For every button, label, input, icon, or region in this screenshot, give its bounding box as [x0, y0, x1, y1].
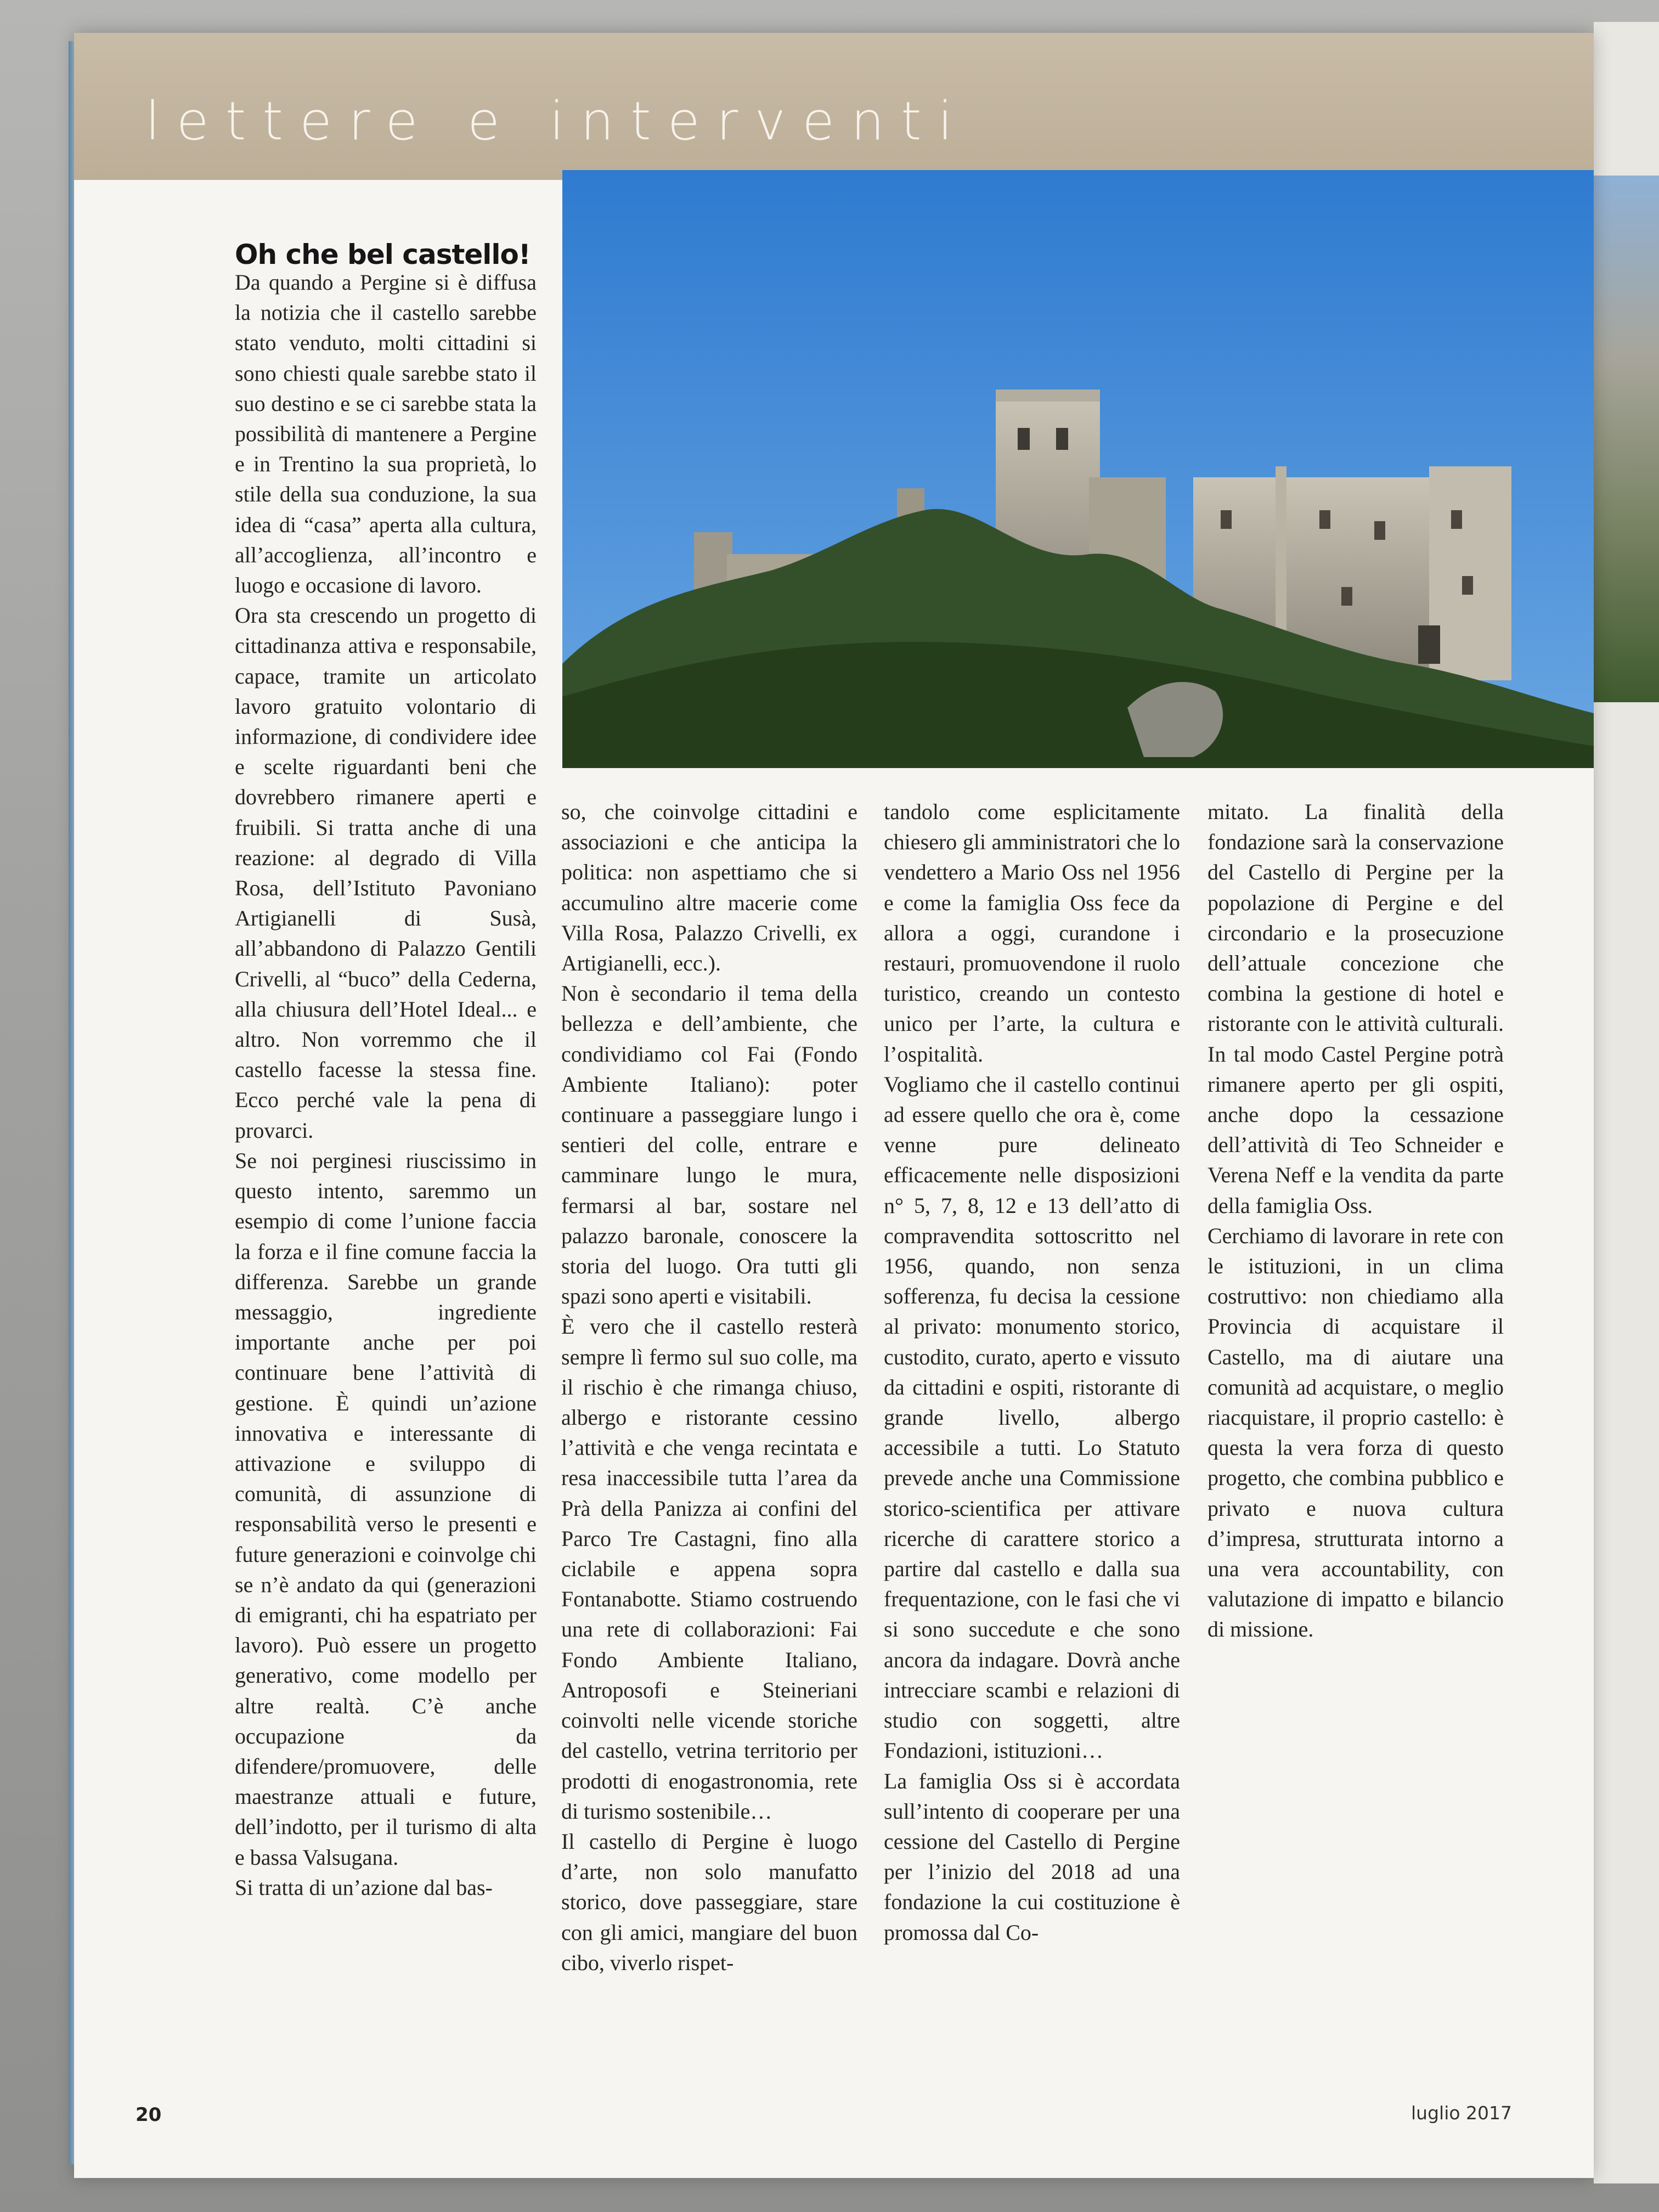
paragraph: mitato. La finalità della fondazione sarà la conservazione del Castello di Pergine per la popolazione di Pergine e del circondario e la prosecuzione dell’attuale concezione che combina la gestione di hotel e ristorante con le attività culturali. In tal modo Castel Pergine potrà rimanere aperto per gli ospiti, anche dopo la cessazione dell’attività di Teo Schneider e Verena Neff e la vendita da parte della famiglia Oss. — [1207, 799, 1504, 1218]
paragraph: Ora sta crescendo un progetto di cittadinanza attiva e responsabile, capace, tramite un articolato lavoro gratuito volontario di informazione, di condividere idee e scelte riguardanti beni che dovrebbero rimanere aperti e fruibili. Si tratta anche di una reazione: al degrado di Villa Rosa, dell’Istituto Pavoniano Artigianelli di Susà, all’abbandono di Palazzo Gentili Crivelli, al “buco” della Cederna, alla chiusura dell’Hotel Ideal... e altro. Non vorremmo che il castello facesse la stessa fine. Ecco perché vale la pena di provarci. — [235, 603, 537, 1143]
paragraph: Si tratta di un’azione dal bas- — [235, 1875, 493, 1900]
page-number: 20 — [136, 2104, 162, 2126]
paragraph: Vogliamo che il castello continui ad essere quello che ora è, come venne pure delineato efficacemente nelle disposizioni n° 5, 7, 8, 12 e 13 dell’atto di compravendita sottoscritto nel 1956, quando, non senza sofferenza, fu decisa la cessione al privato: monumento storico, custodito, curato, aperto e vissuto da cittadini e ospiti, ristorante di grande livello, albergo accessibile a tutti. Lo Statuto prevede anche una Commissione storico-scientifica per attivare ricerche di carattere storico a partire dal castello e dalla sua frequentazione, con le fasi che vi si sono succedute e che sono ancora da indagare. Dovrà anche intrecciare scambi e relazioni di studio con soggetti, altre Fondazioni, istituzioni… — [884, 1071, 1180, 1763]
paragraph: Il castello di Pergine è luogo d’arte, non solo manufatto storico, dove passeggiare, stare con gli amici, mangiare del buon cibo, viverlo rispet- — [561, 1829, 857, 1975]
article-column-4 — [1207, 797, 1504, 1645]
paragraph: Cerchiamo di lavorare in rete con le istituzioni, in un clima costruttivo: non chiediamo alla Provincia di acquistare il Castello, ma di aiutare una comunità ad acquistare, o meglio riacquistare, il proprio castello: è questa la vera forza di questo progetto, che combina pubblico e privato e nuova cultura d’impresa, strutturata intorno a una vera accountability, con valutazione di impatto e bilancio di missione. — [1207, 1223, 1504, 1642]
paragraph: La famiglia Oss si è accordata sull’intento di cooperare per una cessione del Castello di Pergine per l’inizio del 2018 ad una fondazione la cui costituzione è promossa dal Co- — [884, 1768, 1180, 1945]
article-title: Oh che bel castello! — [235, 239, 531, 270]
paragraph: so, che coinvolge cittadini e associazioni e che anticipa la politica: non aspettiamo che si accumulino altre macerie come Villa Rosa, Palazzo Crivelli, ex Artigianelli, ecc.). — [561, 799, 857, 976]
next-page-photo-edge — [1594, 176, 1659, 702]
magazine-page — [74, 33, 1594, 2178]
article-column-1 — [235, 267, 537, 1903]
paragraph: Da quando a Pergine si è diffusa la notizia che il castello sarebbe stato venduto, molti cittadini si sono chiesti quale sarebbe stato il suo destino e se ci sarebbe stata la possibilità di mantenere a Pergine e in Trentino la sua proprietà, lo stile della sua conduzione, la sua idea di “casa” aperta alla cultura, all’accoglienza, all’incontro e luogo e occasione di lavoro. — [235, 270, 537, 598]
castle-photo — [562, 170, 1594, 768]
paragraph: È vero che il castello resterà sempre lì fermo sul suo colle, ma il rischio è che rimanga chiuso, albergo e ristorante cessino l’attività e che venga recintata e resa inaccessibile tutta l’area da Prà della Panizza ai confini del Parco Tre Castagni, fino alla ciclabile e appena sopra Fontanabotte. Stiamo costruendo una rete di collaborazioni: Fai Fondo Ambiente Italiano, Antroposofi e Steineriani coinvolti nelle vicende storiche del castello, vetrina territorio per prodotti di enogastronomia, rete di turismo sostenibile… — [561, 1314, 857, 1824]
article-column-3 — [884, 797, 1180, 1948]
section-title: lettere e interventi — [145, 91, 969, 152]
paragraph: Non è secondario il tema della bellezza e dell’ambiente, che condividiamo col Fai (Fondo Ambiente Italiano): poter continuare a passeggiare lungo i sentieri del colle, entrare e camminare lungo le mura, fermarsi al bar, sostare nel palazzo baronale, conoscere la storia del luogo. Ora tutti gli spazi sono aperti e visitabili. — [561, 981, 857, 1309]
paragraph: tandolo come esplicitamente chiesero gli amministratori che lo vendettero a Mario Oss nel 1956 e come la famiglia Oss fece da allora a oggi, curandone i restauri, promuovendone il ruolo turistico, creando un contesto unico per l’arte, la cultura e l’ospitalità. — [884, 799, 1180, 1066]
issue-date: luglio 2017 — [1411, 2102, 1513, 2124]
header-band — [74, 33, 1594, 180]
article-column-2 — [561, 797, 857, 1978]
paragraph: Se noi perginesi riuscissimo in questo intento, saremmo un esempio di come l’unione faccia la forza e il fine comune faccia la differenza. Sarebbe un grande messaggio, ingrediente importante anche per poi continuare bene l’attività di gestione. È quindi un’azione innovativa e interessante di attivazione e sviluppo di comunità, di assunzione di responsabilità verso le presenti e future generazioni e coinvolge chi se n’è andato da qui (generazioni di emigranti, chi ha espatriato per lavoro). Può essere un progetto generativo, come modello per altre realtà. C’è anche occupazione da difendere/promuovere, delle maestranze attuali e future, dell’indotto, per il turismo di alta e bassa Valsugana. — [235, 1148, 537, 1870]
